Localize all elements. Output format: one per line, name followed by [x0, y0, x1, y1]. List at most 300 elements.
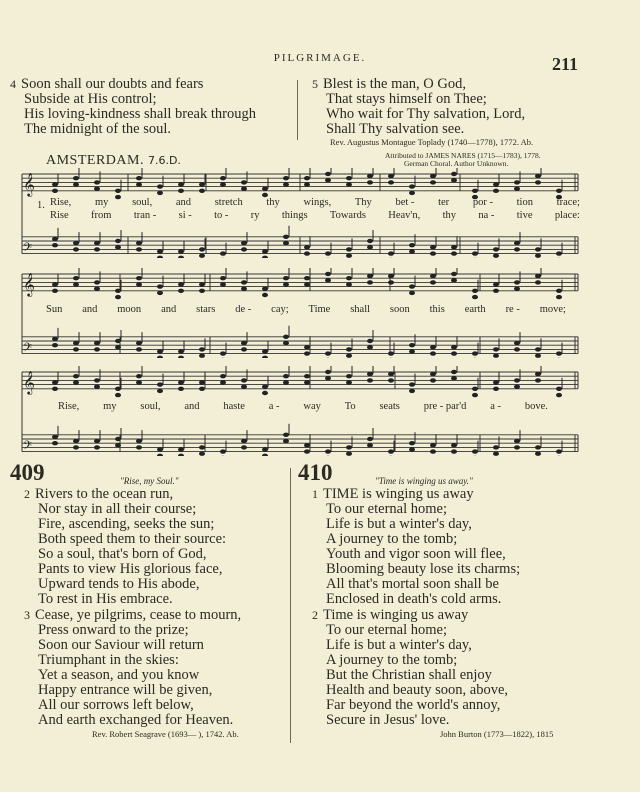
note-head — [409, 184, 415, 188]
note-head — [388, 251, 394, 255]
note-head — [493, 247, 499, 251]
note-head — [493, 347, 499, 351]
note-head — [241, 187, 247, 191]
note-head — [493, 282, 499, 286]
note-head — [367, 378, 373, 382]
note-head — [451, 376, 457, 380]
note-head — [556, 251, 562, 255]
note-head — [514, 280, 520, 284]
note-head — [178, 380, 184, 384]
note-head — [472, 393, 478, 397]
note-head — [535, 372, 541, 376]
lyric-syllable: ter — [438, 197, 450, 208]
note-head — [367, 443, 373, 447]
note-head — [52, 387, 58, 391]
note-head — [262, 287, 268, 291]
note-head — [346, 380, 352, 384]
note-head — [94, 280, 100, 284]
note-head — [556, 351, 562, 355]
note-head — [283, 241, 289, 245]
note-head — [409, 389, 415, 393]
note-head — [535, 254, 541, 258]
note-head — [451, 251, 457, 255]
note-head — [73, 380, 79, 384]
note-head — [157, 454, 163, 456]
note-head — [535, 247, 541, 251]
note-head — [94, 187, 100, 191]
note-head — [199, 387, 205, 391]
lyrics-system-1-line-1 — [50, 197, 580, 208]
note-head — [430, 245, 436, 249]
note-head — [157, 382, 163, 386]
lyric-syllable: Towards — [329, 210, 366, 221]
note-head — [115, 289, 121, 293]
note-head — [451, 443, 457, 447]
lyric-syllable: re - — [505, 304, 520, 315]
note-head — [535, 452, 541, 456]
note-head — [94, 287, 100, 291]
note-head — [514, 341, 520, 345]
note-head — [346, 247, 352, 251]
lyric-syllable: si - — [178, 210, 192, 221]
note-head — [199, 289, 205, 293]
note-head — [430, 174, 436, 178]
note-head — [409, 284, 415, 288]
note-head — [346, 445, 352, 449]
note-head — [52, 435, 58, 439]
note-head — [346, 182, 352, 186]
note-head — [535, 445, 541, 449]
note-head — [157, 291, 163, 295]
hymn-410-attribution: John Burton (1773—1822), 1815 — [440, 729, 554, 739]
lyric-syllable: bet - — [395, 197, 415, 208]
note-head — [388, 280, 394, 284]
note-head — [157, 349, 163, 353]
note-head — [220, 374, 226, 378]
note-head — [304, 245, 310, 249]
note-head — [346, 347, 352, 351]
note-head — [241, 347, 247, 351]
note-head — [325, 376, 331, 380]
note-head — [514, 287, 520, 291]
note-head — [514, 241, 520, 245]
note-head — [115, 437, 121, 441]
note-head — [430, 251, 436, 255]
note-head — [409, 343, 415, 347]
note-head — [199, 247, 205, 251]
note-head — [220, 380, 226, 384]
note-head — [556, 295, 562, 299]
note-head — [199, 452, 205, 456]
note-head — [325, 251, 331, 255]
note-head — [409, 243, 415, 247]
hymn-410-stanza-1: 1 TIME is winging us away To our eternal home; Life is but a winter's day, A journey to the tomb; Youth and vigor soon will flee, Blooming beauty lose its charms; All that's mortal soon shall be Enclosed in death's cold arms. — [312, 486, 521, 607]
note-head — [157, 191, 163, 195]
note-head — [136, 380, 142, 384]
note-head — [52, 337, 58, 341]
note-head — [283, 374, 289, 378]
note-head — [136, 282, 142, 286]
note-head — [325, 449, 331, 453]
lyric-syllable: to - — [214, 210, 229, 221]
note-head — [514, 378, 520, 382]
lyric-syllable: stars — [196, 304, 216, 315]
note-head — [94, 439, 100, 443]
note-head — [556, 189, 562, 193]
lyric-syllable: wings, — [303, 197, 332, 208]
note-head — [535, 274, 541, 278]
note-head — [388, 378, 394, 382]
note-head — [220, 176, 226, 180]
note-head — [262, 349, 268, 353]
note-head — [493, 380, 499, 384]
note-head — [388, 274, 394, 278]
hymn-409-first-line: "Rise, my Soul." — [120, 476, 179, 486]
note-head — [283, 176, 289, 180]
lyrics-system-2 — [46, 304, 566, 315]
note-head — [556, 393, 562, 397]
lyric-syllable: and — [175, 197, 192, 208]
note-head — [472, 189, 478, 193]
note-head — [73, 276, 79, 280]
note-head — [94, 445, 100, 449]
note-head — [430, 372, 436, 376]
note-head — [262, 356, 268, 358]
note-head — [199, 445, 205, 449]
tune-meter: 7.6.D. — [147, 154, 181, 167]
lyric-syllable: Sun — [46, 304, 63, 315]
lyric-syllable: trace; — [556, 197, 580, 208]
note-head — [52, 243, 58, 247]
note-head — [262, 249, 268, 253]
note-head — [346, 176, 352, 180]
lyric-syllable: ry — [250, 210, 260, 221]
note-head — [346, 282, 352, 286]
note-head — [178, 387, 184, 391]
note-head — [199, 182, 205, 186]
hymn-409-stanza-3: 3 Cease, ye pilgrims, cease to mourn, Press onward to the prize; Soon our Saviour will return Triumphant in the skies: Yet a season, and you know Happy entrance will be given, All our sorrows left below, And earth exchanged for Heaven. — [24, 607, 242, 728]
lyric-syllable: Thy — [354, 197, 372, 208]
column-divider-top — [297, 80, 298, 140]
note-head — [367, 345, 373, 349]
hymn-410-stanza-2: 2 Time is winging us away To our eternal home; Life is but a winter's day, A journey to the tomb; But the Christian shall enjoy Health and beauty soon, above, Far beyond the world's annoy, Secure in Jesus' love. — [312, 607, 509, 728]
note-head — [220, 251, 226, 255]
note-head — [346, 254, 352, 258]
note-head — [388, 174, 394, 178]
note-head — [94, 341, 100, 345]
note-head — [451, 178, 457, 182]
note-head — [115, 239, 121, 243]
note-head — [325, 172, 331, 176]
note-head — [94, 241, 100, 245]
note-head — [199, 189, 205, 193]
note-head — [493, 182, 499, 186]
note-head — [73, 247, 79, 251]
tune-credit-composer: Attributed to JAMES NARES (1715—1783), 1778. — [385, 151, 541, 160]
tune-credit-source: German Choral. Author Unknown. — [404, 159, 509, 168]
bass-clef-icon: 𝄢 — [23, 439, 33, 456]
note-head — [367, 180, 373, 184]
treble-clef-icon: 𝄞 — [23, 369, 35, 394]
note-head — [451, 351, 457, 355]
note-head — [115, 245, 121, 249]
verse-marker: 1. — [37, 200, 45, 211]
note-head — [178, 282, 184, 286]
note-head — [178, 289, 184, 293]
note-head — [283, 433, 289, 437]
note-head — [262, 454, 268, 456]
note-head — [94, 385, 100, 389]
note-head — [178, 356, 184, 358]
note-head — [241, 241, 247, 245]
note-head — [388, 180, 394, 184]
note-head — [136, 247, 142, 251]
note-head — [136, 176, 142, 180]
note-head — [367, 437, 373, 441]
note-head — [367, 274, 373, 278]
note-head — [115, 189, 121, 193]
note-head — [430, 351, 436, 355]
note-head — [94, 180, 100, 184]
note-head — [199, 254, 205, 258]
note-head — [262, 391, 268, 395]
note-head — [220, 282, 226, 286]
note-head — [115, 345, 121, 349]
note-head — [409, 291, 415, 295]
note-head — [136, 182, 142, 186]
note-head — [241, 247, 247, 251]
lyric-syllable: soul, — [132, 197, 153, 208]
lyric-syllable: cay; — [271, 304, 289, 315]
note-head — [556, 289, 562, 293]
note-head — [451, 272, 457, 276]
note-head — [493, 289, 499, 293]
note-head — [325, 278, 331, 282]
lyric-syllable: Rise, — [58, 401, 80, 412]
lyric-syllable: Rise, — [50, 197, 72, 208]
note-head — [157, 389, 163, 393]
note-head — [535, 174, 541, 178]
note-head — [304, 276, 310, 280]
lyrics-system-1-line-2 — [50, 210, 580, 221]
lyric-syllable: seats — [379, 401, 400, 412]
lyric-syllable: bove. — [524, 401, 548, 412]
note-head — [73, 282, 79, 286]
lyric-syllable: tive — [516, 210, 533, 221]
note-head — [451, 278, 457, 282]
note-head — [178, 249, 184, 253]
note-head — [178, 349, 184, 353]
note-head — [514, 439, 520, 443]
note-head — [94, 347, 100, 351]
tune-heading — [46, 151, 181, 169]
note-head — [199, 347, 205, 351]
note-head — [283, 335, 289, 339]
note-head — [493, 189, 499, 193]
note-head — [178, 256, 184, 258]
note-head — [472, 449, 478, 453]
note-head — [241, 445, 247, 449]
note-head — [430, 180, 436, 184]
note-head — [304, 380, 310, 384]
note-head — [136, 445, 142, 449]
note-head — [220, 276, 226, 280]
note-head — [514, 187, 520, 191]
lyric-syllable: a - — [268, 401, 280, 412]
treble-clef-icon: 𝄞 — [23, 271, 35, 296]
hymn-409-number: 409 — [10, 460, 45, 485]
lyric-syllable: my — [94, 197, 109, 208]
lyric-syllable: move; — [539, 304, 566, 315]
lyric-syllable: pre - par'd — [423, 401, 467, 412]
note-head — [304, 182, 310, 186]
lyric-syllable: stretch — [214, 197, 243, 208]
note-head — [157, 256, 163, 258]
note-head — [430, 274, 436, 278]
note-head — [451, 449, 457, 453]
note-head — [52, 237, 58, 241]
note-head — [157, 447, 163, 451]
note-head — [94, 378, 100, 382]
note-head — [493, 387, 499, 391]
note-head — [94, 247, 100, 251]
note-head — [493, 254, 499, 258]
lyric-syllable: and — [184, 401, 200, 412]
note-head — [556, 449, 562, 453]
lyric-syllable: thy — [266, 197, 280, 208]
page-number: 211 — [551, 54, 578, 74]
note-head — [514, 180, 520, 184]
note-head — [451, 245, 457, 249]
note-head — [73, 241, 79, 245]
note-head — [409, 447, 415, 451]
lyrics-system-3 — [58, 401, 548, 412]
lyric-syllable: from — [91, 210, 112, 221]
note-head — [514, 347, 520, 351]
note-head — [514, 247, 520, 251]
note-head — [304, 449, 310, 453]
note-head — [304, 176, 310, 180]
note-head — [283, 182, 289, 186]
note-head — [73, 176, 79, 180]
lyric-syllable: earth — [464, 304, 486, 315]
lyric-syllable: por - — [472, 197, 493, 208]
note-head — [262, 385, 268, 389]
hymn-410-first-line: "Time is winging us away." — [375, 476, 473, 486]
note-head — [262, 256, 268, 258]
note-head — [115, 393, 121, 397]
treble-clef-icon: 𝄞 — [23, 171, 35, 196]
note-head — [241, 180, 247, 184]
column-divider-bottom — [290, 468, 291, 743]
lyric-syllable: shall — [350, 304, 371, 315]
note-head — [367, 372, 373, 376]
note-head — [73, 341, 79, 345]
lyric-syllable: things — [281, 210, 308, 221]
note-head — [367, 174, 373, 178]
note-head — [346, 276, 352, 280]
lyric-syllable: Time — [308, 304, 331, 315]
toplady-attribution: Rev. Augustus Montague Toplady (1740—1778), 1772. Ab. — [330, 137, 534, 147]
note-head — [136, 347, 142, 351]
note-head — [367, 280, 373, 284]
hymn-409-attribution: Rev. Robert Seagrave (1693— ), 1742. Ab. — [92, 729, 239, 739]
note-head — [409, 382, 415, 386]
note-head — [388, 449, 394, 453]
note-head — [52, 289, 58, 293]
note-head — [241, 439, 247, 443]
note-head — [367, 339, 373, 343]
note-head — [409, 441, 415, 445]
note-head — [325, 178, 331, 182]
note-head — [304, 374, 310, 378]
note-head — [430, 443, 436, 447]
note-head — [178, 447, 184, 451]
note-head — [136, 276, 142, 280]
note-head — [73, 182, 79, 186]
note-head — [472, 295, 478, 299]
note-head — [52, 343, 58, 347]
note-head — [52, 380, 58, 384]
note-head — [73, 445, 79, 449]
lyric-syllable: and — [161, 304, 177, 315]
note-head — [325, 370, 331, 374]
note-head — [241, 341, 247, 345]
note-head — [535, 280, 541, 284]
note-head — [430, 449, 436, 453]
note-head — [409, 349, 415, 353]
note-head — [283, 380, 289, 384]
lyric-syllable: moon — [117, 304, 142, 315]
note-head — [535, 354, 541, 358]
note-head — [73, 347, 79, 351]
note-head — [136, 374, 142, 378]
lyric-syllable: tion — [516, 197, 533, 208]
hymn-410-number: 410 — [298, 460, 333, 485]
note-head — [430, 378, 436, 382]
note-head — [157, 184, 163, 188]
note-head — [493, 445, 499, 449]
top-verse-4: 4 Soon shall our doubts and fears Subside at His control; His loving-kindness shall break through The midnight of the soul. — [10, 76, 256, 137]
note-head — [157, 284, 163, 288]
note-head — [178, 454, 184, 456]
note-head — [367, 239, 373, 243]
note-head — [535, 378, 541, 382]
note-head — [283, 235, 289, 239]
note-head — [241, 385, 247, 389]
note-head — [346, 452, 352, 456]
bass-clef-icon: 𝄢 — [23, 241, 33, 258]
note-head — [304, 351, 310, 355]
note-head — [514, 385, 520, 389]
lyric-syllable: my — [103, 401, 117, 412]
lyric-syllable: tran - — [133, 210, 157, 221]
note-head — [73, 439, 79, 443]
note-head — [52, 441, 58, 445]
note-head — [52, 189, 58, 193]
running-title: PILGRIMAGE. — [273, 52, 367, 64]
bass-clef-icon: 𝄢 — [23, 341, 33, 358]
note-head — [535, 347, 541, 351]
lyric-syllable: soon — [389, 304, 410, 315]
note-head — [52, 182, 58, 186]
note-head — [346, 374, 352, 378]
lyric-syllable: Heav'n, — [388, 210, 421, 221]
note-head — [472, 289, 478, 293]
lyric-syllable: Rise — [50, 210, 69, 221]
lyric-syllable: a - — [490, 401, 502, 412]
note-head — [388, 372, 394, 376]
